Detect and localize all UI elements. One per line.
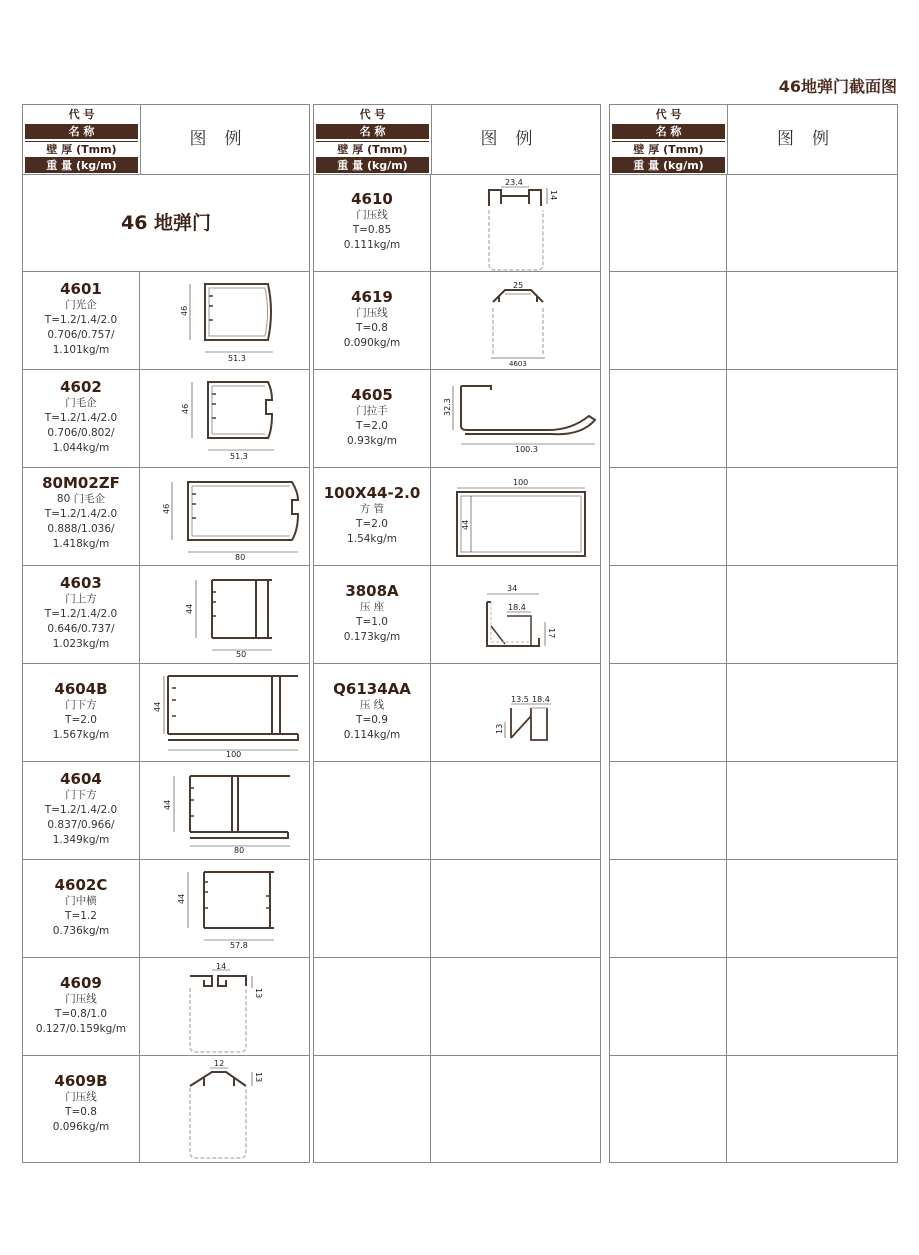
series-title: 46 地弹门: [120, 212, 212, 234]
profile-row-4602c: [23, 860, 309, 958]
profile-section-figure: [140, 566, 309, 663]
dim-height: 46: [181, 403, 190, 414]
empty-row: [314, 1056, 600, 1162]
profile-row-4604: [23, 762, 309, 860]
profile-code: 4604: [60, 770, 102, 788]
profile-name: 门下方: [65, 789, 97, 801]
profile-thickness: T=1.2/1.4/2.0: [44, 508, 118, 520]
header-legend-label: 图例: [480, 129, 551, 149]
profile-row-4610: [314, 174, 600, 272]
profile-weight: 0.736kg/m: [52, 925, 110, 937]
section-drawing-4610: [431, 174, 601, 272]
profile-section-figure: [431, 370, 600, 467]
dim-height: 17: [547, 628, 556, 639]
profile-info: [314, 370, 431, 467]
profile-code: 3808A: [345, 582, 399, 600]
header-weight-label: 重 量 (kg/m): [316, 158, 429, 173]
profile-row-3808a: [314, 566, 600, 664]
header-code-label: 代 号: [612, 107, 725, 122]
profile-row-q6134aa: [314, 664, 600, 762]
profile-weight: 0.096kg/m: [52, 1121, 110, 1133]
profile-row-4619: [314, 272, 600, 370]
header-labels: [314, 105, 432, 174]
empty-row: [610, 860, 897, 958]
profile-row-4603: [23, 566, 309, 664]
profile-section-figure: [140, 664, 309, 761]
profile-weight: 0.114kg/m: [343, 729, 401, 741]
dim-height: 13: [254, 988, 263, 999]
empty-row: [610, 958, 897, 1056]
dim-width: 23.4: [505, 178, 523, 187]
profile-row-4604b: [23, 664, 309, 762]
profile-section-figure: [431, 272, 600, 369]
profile-info: [314, 174, 431, 271]
profile-thickness: T=0.9: [356, 714, 388, 726]
profile-info: [23, 566, 140, 663]
profile-section-figure: [140, 762, 309, 859]
dim-width: 80: [234, 846, 245, 855]
profile-catalog-table: [22, 104, 898, 1163]
dim-height: 44: [153, 701, 162, 712]
profile-weight-cont: 1.349kg/m: [52, 834, 110, 846]
dim-height: 14: [549, 190, 558, 201]
profile-code: 4619: [351, 288, 393, 306]
profile-weight: 0.888/1.036/: [47, 523, 115, 535]
profile-weight-cont: 1.101kg/m: [52, 344, 110, 356]
section-drawing-3808a: [431, 566, 601, 664]
section-drawing-q6134aa: [431, 664, 601, 762]
profile-weight: 0.111kg/m: [343, 239, 401, 251]
dim-width: 51.3: [228, 354, 246, 363]
profile-weight-cont: 1.044kg/m: [52, 442, 110, 454]
dim-inner-width: 18.4: [508, 603, 526, 612]
dim-width: 25: [513, 281, 524, 290]
profile-thickness: T=0.8: [356, 322, 388, 334]
dim-width: 12: [214, 1059, 225, 1068]
dim-width: 100: [513, 478, 529, 487]
dim-height: 46: [162, 503, 171, 514]
dim-height: 46: [180, 305, 189, 316]
profile-row-4605: [314, 370, 600, 468]
dim-width: 14: [216, 962, 227, 971]
profile-name: 80 门毛企: [56, 493, 106, 505]
profile-info: [23, 1056, 140, 1162]
profile-info: [23, 370, 140, 467]
dim-height: 44: [185, 603, 194, 614]
profile-name: 门压线: [65, 1091, 97, 1103]
profile-name: 压 线: [359, 699, 385, 711]
header-legend-label: 图例: [189, 129, 260, 149]
dim-height: 44: [177, 893, 186, 904]
profile-info: [314, 272, 431, 369]
profile-code: Q6134AA: [333, 680, 411, 698]
header-wall-label: 壁 厚 (Tmm): [316, 141, 429, 158]
profile-info: [23, 468, 140, 565]
section-drawing-4601: [140, 272, 310, 370]
profile-code: 80M02ZF: [42, 474, 120, 492]
profile-info: [23, 958, 140, 1055]
column-header: [23, 105, 309, 175]
empty-row: [314, 762, 600, 860]
profile-section-figure: [140, 1056, 309, 1162]
empty-row: [610, 1056, 897, 1162]
empty-row: [610, 566, 897, 664]
header-weight-label: 重 量 (kg/m): [25, 158, 138, 173]
profile-weight: 0.127/0.159kg/m: [35, 1023, 127, 1035]
dim-width-left: 13.5: [511, 695, 529, 704]
dim-width: 51.3: [230, 452, 248, 461]
profile-info: [23, 762, 140, 859]
catalog-column-3: [609, 104, 898, 1163]
empty-row: [610, 762, 897, 860]
profile-thickness: T=2.0: [356, 420, 388, 432]
profile-weight: 0.93kg/m: [347, 435, 397, 447]
profile-row-80m02zf: [23, 468, 309, 566]
empty-row: [610, 370, 897, 468]
profile-name: 方 管: [359, 503, 385, 515]
header-code-label: 代 号: [316, 107, 429, 122]
profile-row-4609b: [23, 1056, 309, 1162]
empty-row: [314, 958, 600, 1056]
profile-name: 门拉手: [356, 405, 388, 417]
profile-thickness: T=1.2/1.4/2.0: [44, 314, 118, 326]
dim-width: 80: [235, 553, 246, 562]
profile-code: 4604B: [54, 680, 108, 698]
empty-row: [610, 664, 897, 762]
profile-code: 4602C: [54, 876, 108, 894]
profile-section-figure: [140, 370, 309, 467]
profile-thickness: T=0.8: [65, 1106, 97, 1118]
dim-height: 13: [254, 1072, 263, 1083]
profile-section-figure: [140, 272, 309, 369]
header-code-label: 代 号: [25, 107, 138, 122]
catalog-column-1: [22, 104, 310, 1163]
header-weight-label: 重 量 (kg/m): [612, 158, 725, 173]
header-wall-label: 壁 厚 (Tmm): [612, 141, 725, 158]
ref-profile-label: 4603: [509, 360, 527, 368]
dim-width-right: 18.4: [532, 695, 550, 704]
profile-thickness: T=0.8/1.0: [54, 1008, 108, 1020]
profile-code: 4609B: [54, 1072, 108, 1090]
profile-info: [23, 272, 140, 369]
profile-weight: 0.090kg/m: [343, 337, 401, 349]
dim-width: 100.3: [515, 445, 538, 454]
section-drawing-4602: [140, 370, 310, 468]
profile-code: 4603: [60, 574, 102, 592]
dim-height: 32.3: [443, 398, 452, 416]
section-drawing-4603: [140, 566, 310, 664]
profile-section-figure: [431, 468, 600, 565]
profile-weight: 1.54kg/m: [347, 533, 397, 545]
profile-weight: 1.567kg/m: [52, 729, 110, 741]
profile-code: 4610: [351, 190, 393, 208]
profile-weight: 0.646/0.737/: [47, 623, 115, 635]
profile-thickness: T=1.2/1.4/2.0: [44, 804, 118, 816]
profile-weight: 0.706/0.757/: [47, 329, 115, 341]
dim-height: 44: [163, 799, 172, 810]
profile-info: [23, 860, 140, 957]
header-name-label: 名 称: [316, 124, 429, 139]
profile-name: 门下方: [65, 699, 97, 711]
profile-thickness: T=1.2/1.4/2.0: [44, 412, 118, 424]
header-name-label: 名 称: [25, 124, 138, 139]
empty-row: [610, 468, 897, 566]
dim-height: 13: [495, 723, 504, 734]
column-header: [610, 105, 897, 175]
column-header: [314, 105, 600, 175]
profile-name: 门毛企: [65, 397, 97, 409]
profile-info: [314, 664, 431, 761]
profile-code: 4605: [351, 386, 393, 404]
dim-width: 57.8: [230, 941, 248, 950]
profile-name: 门压线: [356, 209, 388, 221]
section-drawing-4609b: [140, 1056, 310, 1162]
profile-weight: 0.173kg/m: [343, 631, 401, 643]
profile-thickness: T=2.0: [356, 518, 388, 530]
empty-row: [610, 174, 897, 272]
profile-section-figure: [140, 958, 309, 1055]
profile-name: 门压线: [356, 307, 388, 319]
profile-code: 100X44-2.0: [323, 484, 421, 502]
dim-width: 50: [236, 650, 247, 659]
profile-section-figure: [431, 174, 600, 271]
profile-thickness: T=1.2: [65, 910, 97, 922]
profile-name: 门上方: [65, 593, 97, 605]
profile-row-4602: [23, 370, 309, 468]
profile-section-figure: [431, 566, 600, 663]
header-legend-label: 图例: [777, 129, 847, 149]
dim-width: 100: [226, 750, 242, 759]
profile-code: 4601: [60, 280, 102, 298]
section-drawing-4605: [431, 370, 601, 468]
dim-outer-width: 34: [507, 584, 518, 593]
section-drawing-4609: [140, 958, 310, 1056]
profile-thickness: T=0.85: [352, 224, 392, 236]
profile-code: 4602: [60, 378, 102, 396]
profile-thickness: T=1.2/1.4/2.0: [44, 608, 118, 620]
profile-row-100x44: [314, 468, 600, 566]
profile-section-figure: [140, 860, 309, 957]
profile-name: 压 座: [359, 601, 385, 613]
header-wall-label: 壁 厚 (Tmm): [25, 141, 138, 158]
page-title: 46地弹门截面图: [778, 77, 897, 96]
section-drawing-4604: [140, 762, 310, 860]
profile-weight-cont: 1.023kg/m: [52, 638, 110, 650]
profile-name: 门中横: [65, 895, 97, 907]
profile-section-figure: [431, 664, 600, 761]
profile-thickness: T=2.0: [65, 714, 97, 726]
profile-thickness: T=1.0: [356, 616, 388, 628]
section-drawing-4604b: [140, 664, 310, 762]
profile-section-figure: [140, 468, 309, 565]
section-drawing-4619: [431, 272, 601, 370]
profile-row-4609: [23, 958, 309, 1056]
catalog-column-2: [313, 104, 601, 1163]
profile-code: 4609: [60, 974, 102, 992]
profile-info: [314, 566, 431, 663]
profile-weight: 0.706/0.802/: [47, 427, 115, 439]
series-title-row: [23, 174, 309, 272]
profile-weight-cont: 1.418kg/m: [52, 538, 110, 550]
header-name-label: 名 称: [612, 124, 725, 139]
profile-name: 门光企: [65, 299, 97, 311]
section-drawing-80m02zf: [140, 468, 310, 566]
profile-info: [23, 664, 140, 761]
profile-name: 门压线: [65, 993, 97, 1005]
empty-row: [610, 272, 897, 370]
empty-row: [314, 860, 600, 958]
section-drawing-100x44: [431, 468, 601, 566]
header-labels: [610, 105, 728, 174]
profile-weight: 0.837/0.966/: [47, 819, 115, 831]
profile-info: [314, 468, 431, 565]
profile-row-4601: [23, 272, 309, 370]
dim-height: 44: [461, 519, 470, 530]
header-labels: [23, 105, 141, 174]
section-drawing-4602c: [140, 860, 310, 958]
